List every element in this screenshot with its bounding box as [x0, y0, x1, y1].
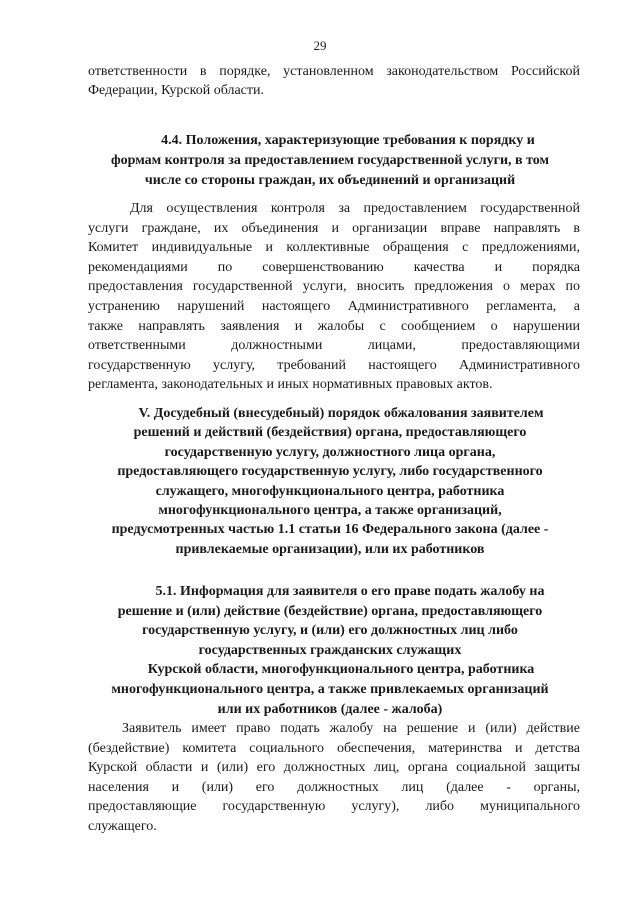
- section-4-4-paragraph: [88, 199, 580, 395]
- paragraph-line: услуги граждане, их объединения и организации вправе направлять в: [88, 220, 580, 236]
- heading-line: предусмотренных частью 1.1 статьи 16 Федерального закона (далее -: [111, 522, 549, 538]
- heading-line: привлекаемые организации), или их работников: [175, 541, 485, 557]
- page-number: 29: [313, 38, 327, 53]
- paragraph-line: Курской области и (или) его должностных лиц, органа социальной защиты: [88, 760, 580, 776]
- paragraph-line: государственную услугу, требований настоящего Административного: [88, 357, 580, 373]
- heading-line: многофункционального центра, а также организаций,: [158, 503, 502, 519]
- heading-line: предоставляющего государственную услугу, либо государственного: [117, 464, 543, 480]
- intro-paragraph: [88, 62, 580, 100]
- paragraph-line: Заявитель имеет право подать жалобу на решение и (или) действие: [122, 721, 580, 736]
- paragraph-line: ответственными должностными лицами, предоставляющими: [88, 338, 580, 354]
- heading-line: 5.1. Информация для заявителя о его праве подать жалобу на: [155, 584, 545, 599]
- paragraph-line: Федерации, Курской области.: [88, 83, 264, 98]
- paragraph-line: устранению нарушений настоящего Административного регламента, а: [88, 298, 580, 314]
- paragraph-line: предоставления государственной услуги, вносить предложения о мерах по: [88, 279, 580, 295]
- paragraph-line: Комитет индивидуальные и коллективные обращения с предложениями,: [88, 240, 580, 256]
- heading-line: государственную услугу, должностного лица органа,: [164, 444, 496, 460]
- heading-line: числе со стороны граждан, их объединений и организаций: [144, 173, 516, 188]
- heading-line: Курской области, многофункционального центра, работника: [147, 662, 535, 678]
- section-5-1-heading: [80, 582, 580, 719]
- heading-line: решений и действий (бездействия) органа, предоставляющего: [133, 425, 527, 441]
- heading-line: многофункционального центра, а также привлекаемых организаций: [111, 681, 549, 697]
- section-5-heading: [80, 404, 580, 559]
- heading-line: 4.4. Положения, характеризующие требования к порядку и: [161, 133, 535, 148]
- section-5-1-paragraph: [88, 719, 580, 837]
- paragraph-line: ответственности в порядке, установленном законодательством Российской: [88, 64, 580, 79]
- paragraph-line: рекомендациями по совершенствованию качества и порядка: [88, 259, 580, 275]
- heading-line: решение и (или) действие (бездействие) органа, предоставляющего: [117, 603, 543, 619]
- heading-line: государственных гражданских служащих: [198, 642, 462, 658]
- paragraph-line: регламента, законодательных и иных нормативных правовых актов.: [88, 377, 493, 393]
- section-4-4-heading: [80, 131, 580, 191]
- paragraph-line: населения и (или) его должностных лиц (далее - органы,: [88, 779, 580, 795]
- paragraph-line: Для осуществления контроля за предоставлением государственной: [130, 201, 580, 216]
- heading-line: государственную услугу, и (или) его должностных лиц либо: [142, 623, 518, 639]
- heading-line: или их работников (далее - жалоба): [217, 701, 443, 717]
- heading-line: V. Досудебный (внесудебный) порядок обжалования заявителем: [138, 406, 544, 421]
- paragraph-line: также направлять заявления и жалобы с сообщением о нарушении: [88, 318, 580, 334]
- heading-line: формам контроля за предоставлением государственной услуги, в том: [110, 153, 550, 168]
- paragraph-line: служащего.: [88, 818, 157, 834]
- heading-line: служащего, многофункционального центра, работника: [155, 483, 505, 499]
- paragraph-line: (бездействие) комитета социального обеспечения, материнства и детства: [88, 740, 580, 756]
- paragraph-line: предоставляющие государственную услугу), либо муниципального: [88, 799, 580, 815]
